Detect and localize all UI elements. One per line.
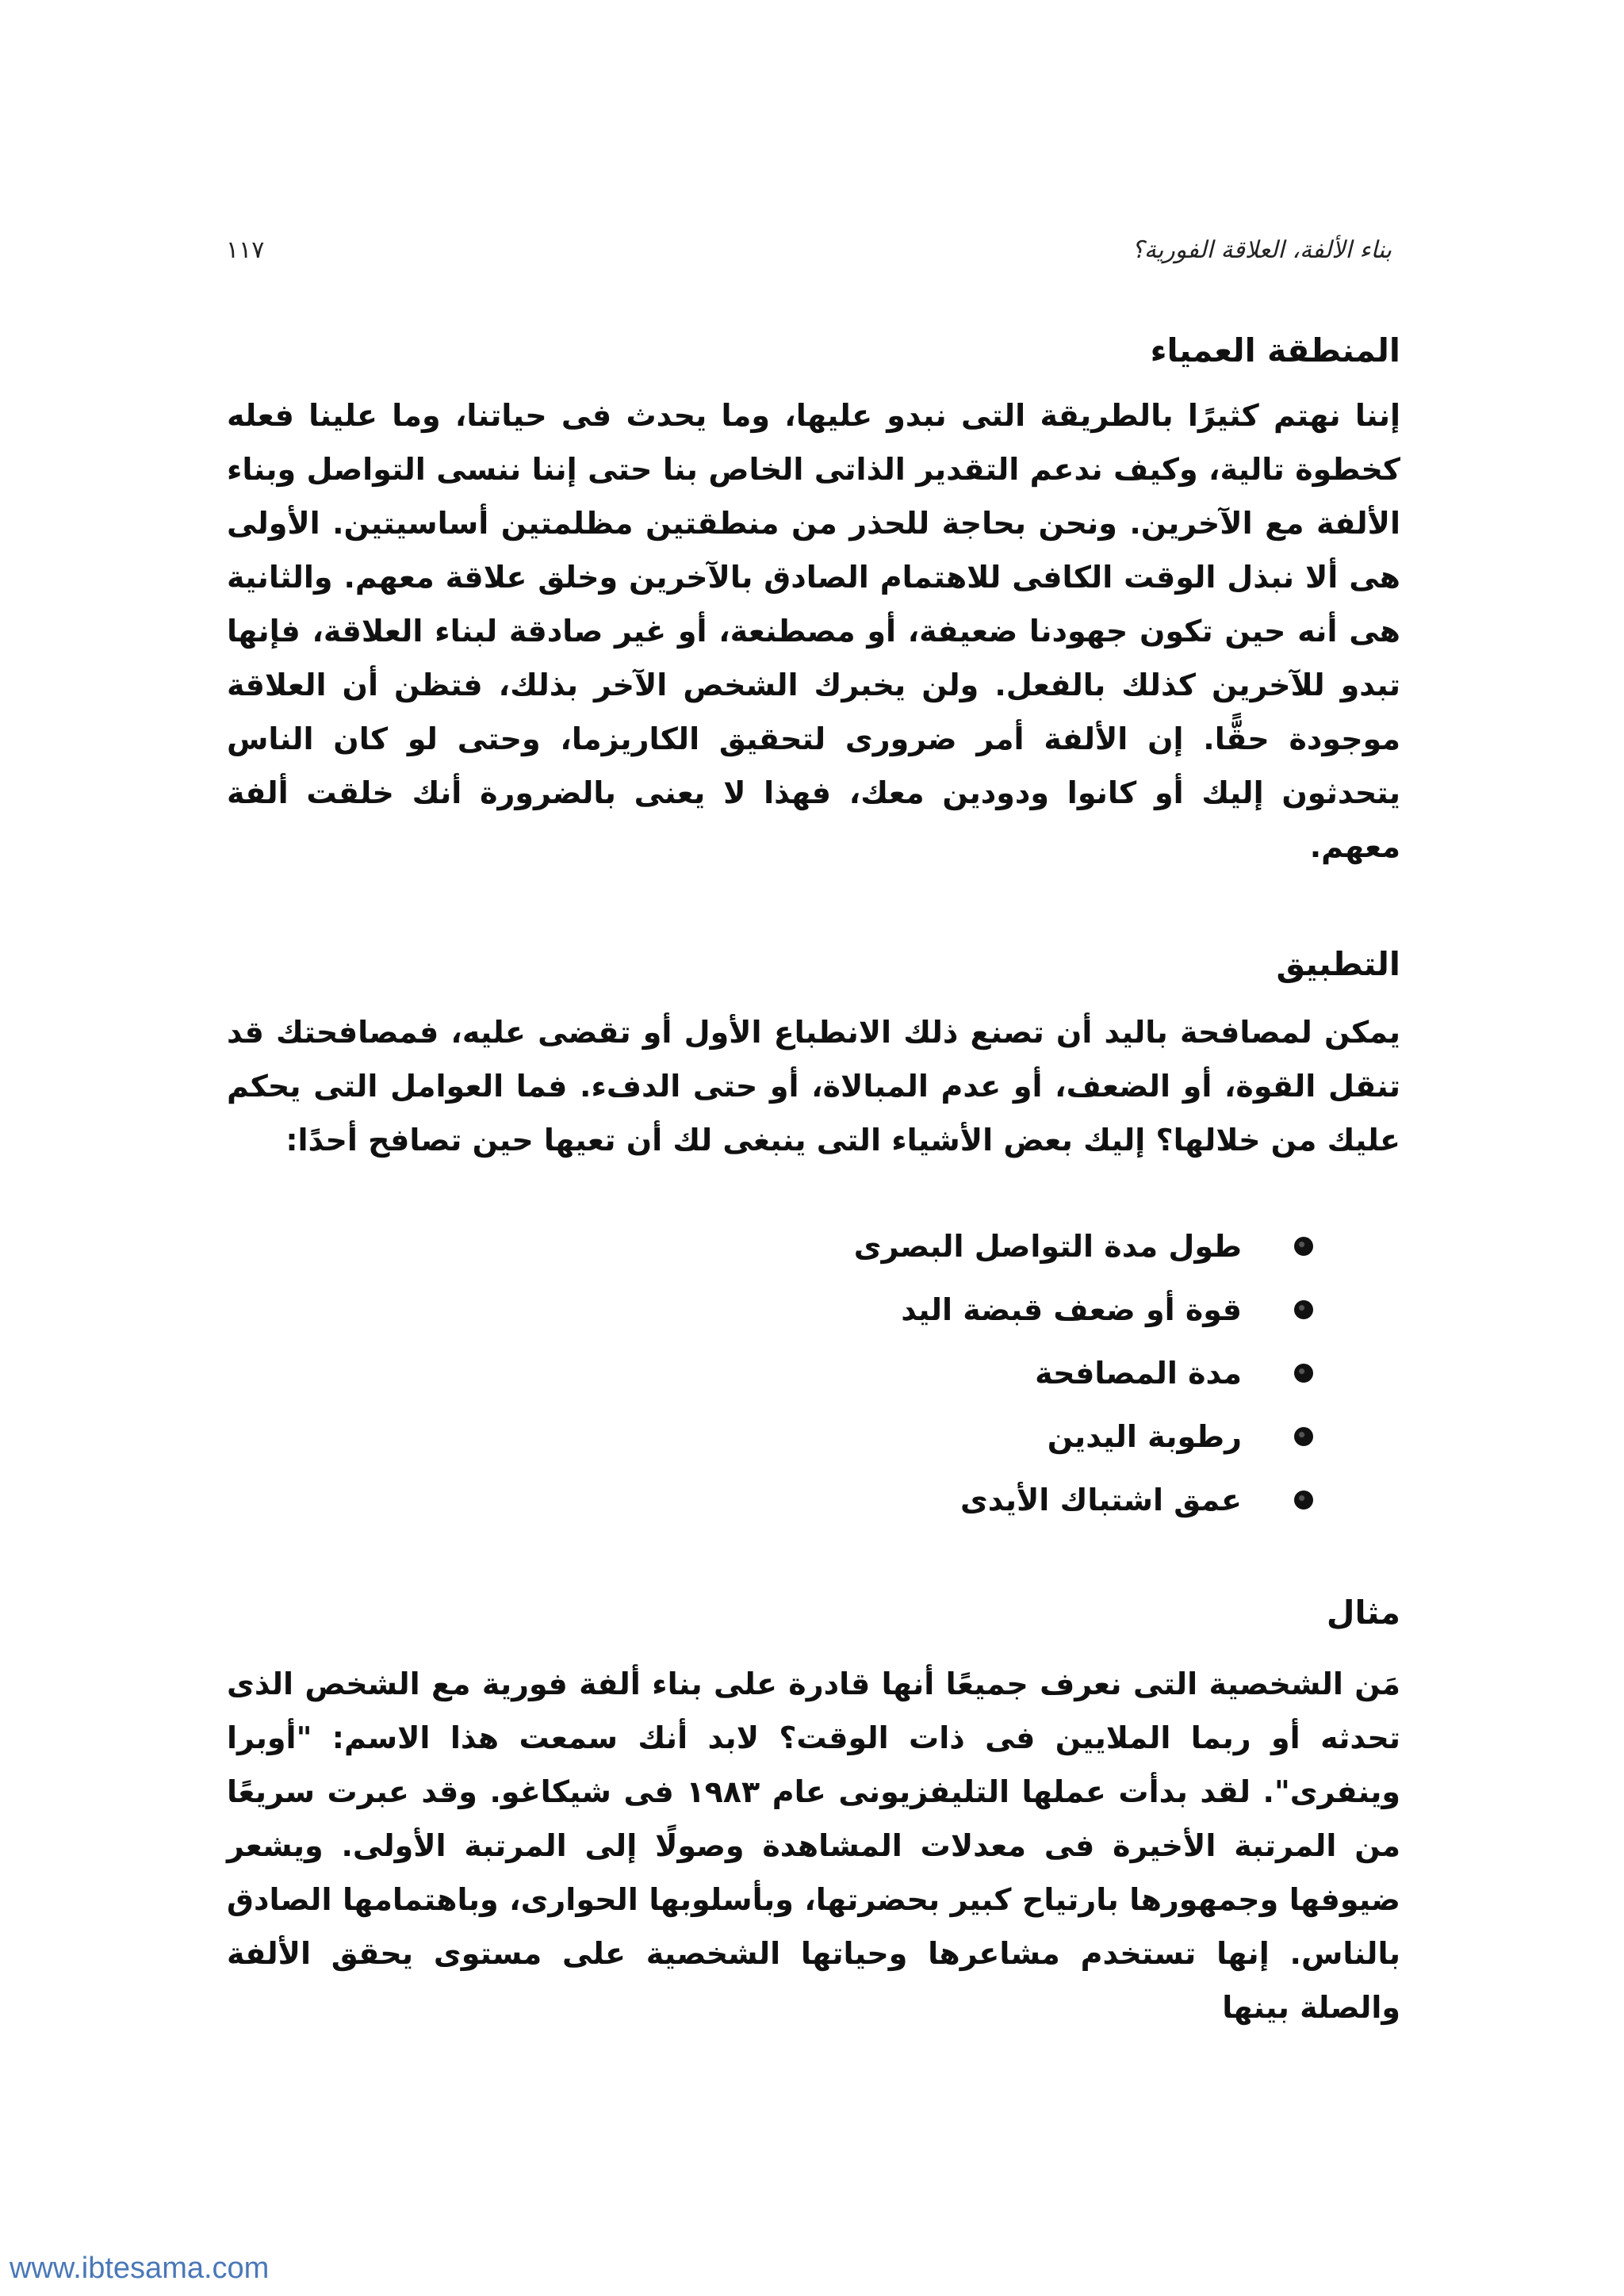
section-heading-application: التطبيق <box>1276 945 1400 983</box>
list-item-text: رطوبة اليدين <box>1047 1419 1242 1454</box>
watermark-link[interactable]: www.ibtesama.com <box>10 2252 270 2285</box>
page-number: ١١٧ <box>226 236 265 264</box>
paragraph-application: يمكن لمصافحة باليد أن تصنع ذلك الانطباع الأول أو تقضى عليه، فمصافحتك قد تنقل القوة، أو الضعف، أو عدم المبالاة، أو حتى الدفء. فما العوامل التى يحكم عليك من خلالها؟ إليك بعض الأشياء التى ينبغى لك أن تعيها حين تصافح أحدًا: <box>227 1015 1400 1158</box>
list-item <box>227 1341 1313 1405</box>
list-item-text: عمق اشتباك الأيدى <box>959 1483 1242 1517</box>
paragraph-blind-zone: إننا نهتم كثيرًا بالطريقة التى نبدو عليها، وما يحدث فى حياتنا، وما علينا فعله كخطوة تالية، وكيف ندعم التقدير الذاتى الخاص بنا حتى إننا ننسى التواصل وبناء الألفة مع الآخرين. ونحن بحاجة للحذر من منطقتين مظلمتين أساسيتين. الأولى هى ألا نبذل الوقت الكافى للاهتمام الصادق بالآخرين وخلق علاقة معهم. والثانية هى أنه حين تكون جهودنا ضعيفة، أو مصطنعة، أو غير صادقة لبناء العلاقة، فإنها تبدو للآخرين كذلك بالفعل. ولن يخبرك الشخص الآخر بذلك، فتظن أن العلاقة موجودة حقًّا. إن الألفة أمر ضرورى لتحقيق الكاريزما، وحتى لو كان الناس يتحدثون إليك أو كانوا ودودين معك، فهذا لا يعنى بالضرورة أنك خلقت ألفة معهم. <box>227 398 1400 864</box>
bullet-icon <box>1294 1300 1313 1319</box>
list-item <box>227 1215 1313 1278</box>
list-item-text: مدة المصافحة <box>1035 1356 1242 1391</box>
running-title: بناء الألفة، العلاقة الفورية؟ <box>1131 236 1392 264</box>
handshake-factors-list <box>227 1215 1400 1532</box>
bullet-icon <box>1294 1364 1313 1383</box>
bullet-icon <box>1294 1490 1313 1510</box>
section-heading-example: مثال <box>1326 1594 1400 1632</box>
bullet-icon <box>1294 1427 1313 1446</box>
section-heading-blind-zone: المنطقة العمياء <box>1150 331 1400 369</box>
list-item <box>227 1278 1313 1341</box>
page-body <box>227 325 1400 2034</box>
bullet-icon <box>1294 1237 1313 1256</box>
list-item-text: قوة أو ضعف قبضة اليد <box>901 1292 1242 1327</box>
page-header <box>226 236 1392 284</box>
list-item <box>227 1468 1313 1532</box>
list-item-text: طول مدة التواصل البصرى <box>853 1229 1242 1264</box>
list-item <box>227 1405 1313 1468</box>
paragraph-example: مَن الشخصية التى نعرف جميعًا أنها قادرة على بناء ألفة فورية مع الشخص الذى تحدثه أو ربما الملايين فى ذات الوقت؟ لابد أنك سمعت هذا الاسم: "أوبرا وينفرى". لقد بدأت عملها التليفزيونى عام ١٩٨٣ فى شيكاغو. وقد عبرت سريعًا من المرتبة الأخيرة فى معدلات المشاهدة وصولًا إلى المرتبة الأولى. ويشعر ضيوفها وجمهورها بارتياح كبير بحضرتها، وبأسلوبها الحوارى، وباهتمامها الصادق بالناس. إنها تستخدم مشاعرها وحياتها الشخصية على مستوى يحقق الألفة والصلة بينها <box>227 1667 1401 2025</box>
